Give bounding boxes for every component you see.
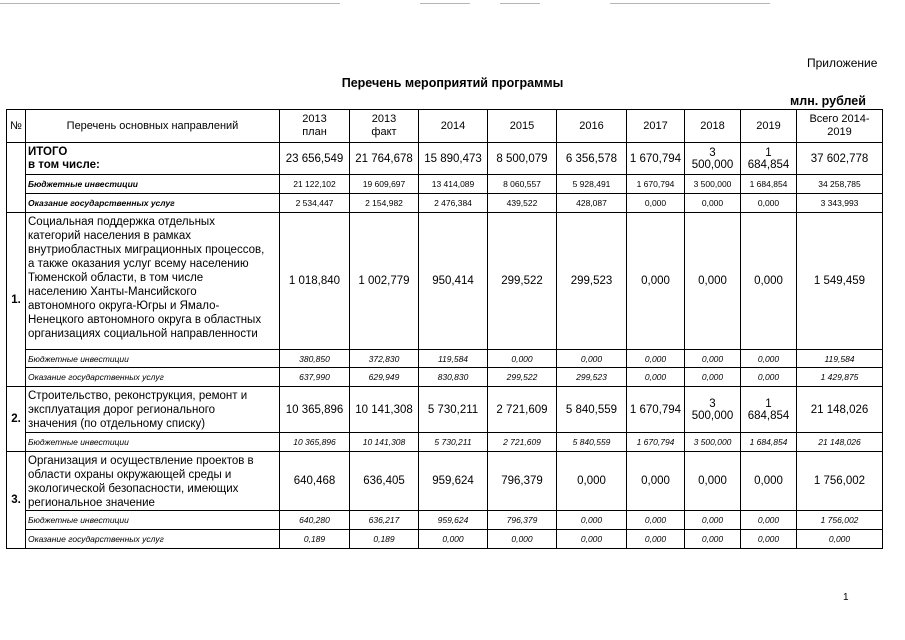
section-3-value: 959,624 [419,452,488,511]
section-2-row [7,387,883,433]
appendix-label: Приложение [807,56,878,70]
top-rule [610,3,770,4]
section-3-value: 0,000 [685,452,741,511]
header-2013-plan: 2013 план [280,110,350,143]
section-1-services-value: 629,949 [350,368,419,387]
section-3-budget-value: 796,379 [488,511,557,530]
total-services-label: Оказание государственных услуг [26,194,280,213]
section-1-services-value: 830,830 [419,368,488,387]
total-services-value: 0,000 [741,194,797,213]
section-3-budget-value: 640,280 [280,511,350,530]
total-budget-value: 34 258,785 [797,175,883,194]
section-3-services-value: 0,000 [741,530,797,549]
section-1-budget-value: 0,000 [627,350,685,368]
section-1-value: 0,000 [741,213,797,350]
section-3-value: 0,000 [557,452,627,511]
header-total: Всего 2014- 2019 [797,110,883,143]
page-number: 1 [843,592,849,603]
total-services-value: 439,522 [488,194,557,213]
total-budget-label: Бюджетные инвестиции [26,175,280,194]
section-2-value: 10 141,308 [350,387,419,433]
section-3-budget-value: 959,624 [419,511,488,530]
section-2-budget-label: Бюджетные инвестиции [26,433,280,452]
total-budget-value: 19 609,697 [350,175,419,194]
total-no-cell [7,143,26,213]
units-label: млн. рублей [790,94,866,108]
total-services-value: 0,000 [685,194,741,213]
section-3-services-value: 0,000 [419,530,488,549]
section-3-services-value: 0,000 [627,530,685,549]
total-services-value: 2 154,982 [350,194,419,213]
section-1-budget-value: 119,584 [797,350,883,368]
section-1-value: 1 002,779 [350,213,419,350]
section-1-value: 950,414 [419,213,488,350]
section-1-services-value: 0,000 [627,368,685,387]
section-1-services-value: 1 429,875 [797,368,883,387]
section-2-value: 5 840,559 [557,387,627,433]
section-1-budget-value: 372,830 [350,350,419,368]
section-2-label: Строительство, реконструкция, ремонт и эксплуатация дорог регионального значения (по отдельному списку) [26,387,280,433]
total-services-value: 2 476,384 [419,194,488,213]
section-1-label: Социальная поддержка отдельных категорий населения в рамках внутриобластных миграционных процессов, а также оказания услуг всему населению Тюменской области, в том числе населению Ханты-Мансийского автономного округа-Югры и Ямало- Ненецкого автономного округа в областных организациях социальной направленности [26,213,280,350]
section-3-budget-value: 0,000 [557,511,627,530]
section-1-services-value: 0,000 [741,368,797,387]
total-value: 6 356,578 [557,143,627,175]
section-1-services-label: Оказание государственных услуг [26,368,280,387]
section-2-budget-value: 1 684,854 [741,433,797,452]
header-2019: 2019 [741,110,797,143]
total-budget-value: 5 928,491 [557,175,627,194]
header-2017: 2017 [627,110,685,143]
section-2-value: 21 148,026 [797,387,883,433]
section-3-budget-label: Бюджетные инвестиции [26,511,280,530]
section-1-budget-label: Бюджетные инвестиции [26,350,280,368]
total-value: 21 764,678 [350,143,419,175]
section-3-number: 3. [7,452,26,549]
section-3-services-value: 0,189 [280,530,350,549]
section-1-budget-value: 0,000 [741,350,797,368]
total-value: 1 670,794 [627,143,685,175]
total-services-value: 2 534,447 [280,194,350,213]
section-3-value: 0,000 [627,452,685,511]
section-1-services-value: 299,522 [488,368,557,387]
section-2-budget-value: 3 500,000 [685,433,741,452]
section-3-value: 796,379 [488,452,557,511]
section-1-budget-value: 0,000 [557,350,627,368]
section-3-services-row [7,530,883,549]
section-3-value: 640,468 [280,452,350,511]
section-1-budget-row [7,350,883,368]
header-row [7,110,883,143]
section-3-value: 636,405 [350,452,419,511]
total-row [7,143,883,175]
section-2-budget-value: 2 721,609 [488,433,557,452]
section-3-budget-value: 0,000 [685,511,741,530]
header-2016: 2016 [557,110,627,143]
section-3-budget-value: 0,000 [741,511,797,530]
section-2-budget-value: 5 840,559 [557,433,627,452]
section-1-services-value: 299,523 [557,368,627,387]
document-title: Перечень мероприятий программы [341,76,564,90]
header-directions: Перечень основных направлений [26,110,280,143]
measures-table [6,109,883,549]
section-2-value: 10 365,896 [280,387,350,433]
total-value: 37 602,778 [797,143,883,175]
section-3-budget-value: 1 756,002 [797,511,883,530]
section-1-row [7,213,883,350]
header-2014: 2014 [419,110,488,143]
section-2-budget-value: 5 730,211 [419,433,488,452]
header-2013-fact: 2013 факт [350,110,419,143]
header-no: № [7,110,26,143]
section-1-number: 1. [7,213,26,387]
section-1-budget-value: 380,850 [280,350,350,368]
section-3-services-value: 0,000 [797,530,883,549]
section-2-budget-value: 21 148,026 [797,433,883,452]
section-1-value: 0,000 [627,213,685,350]
top-rule [0,3,340,4]
section-3-budget-value: 636,217 [350,511,419,530]
total-value: 15 890,473 [419,143,488,175]
section-3-budget-value: 0,000 [627,511,685,530]
section-1-budget-value: 0,000 [488,350,557,368]
section-3-budget-row [7,511,883,530]
section-3-value: 1 756,002 [797,452,883,511]
total-value: 1 684,854 [741,143,797,175]
section-3-services-value: 0,000 [685,530,741,549]
section-2-value: 1 684,854 [741,387,797,433]
total-value: 23 656,549 [280,143,350,175]
section-1-services-value: 637,990 [280,368,350,387]
section-2-value: 2 721,609 [488,387,557,433]
section-2-budget-value: 10 365,896 [280,433,350,452]
section-2-value: 3 500,000 [685,387,741,433]
total-services-row [7,194,883,213]
total-budget-row [7,175,883,194]
total-value: 3 500,000 [685,143,741,175]
section-1-value: 0,000 [685,213,741,350]
section-1-value: 299,523 [557,213,627,350]
section-2-value: 1 670,794 [627,387,685,433]
section-2-value: 5 730,211 [419,387,488,433]
section-1-services-row [7,368,883,387]
section-2-budget-value: 1 670,794 [627,433,685,452]
total-value: 8 500,079 [488,143,557,175]
section-1-value: 1 549,459 [797,213,883,350]
section-3-services-value: 0,189 [350,530,419,549]
section-2-budget-row [7,433,883,452]
top-rule [420,3,470,4]
top-rule [500,3,540,4]
section-1-value: 299,522 [488,213,557,350]
section-1-budget-value: 119,584 [419,350,488,368]
total-services-value: 0,000 [627,194,685,213]
section-1-services-value: 0,000 [685,368,741,387]
total-budget-value: 21 122,102 [280,175,350,194]
total-services-value: 3 343,993 [797,194,883,213]
section-1-value: 1 018,840 [280,213,350,350]
header-2015: 2015 [488,110,557,143]
section-3-label: Организация и осуществление проектов в области охраны окружающей среды и экологической безопасности, имеющих региональное значение [26,452,280,511]
section-3-services-value: 0,000 [488,530,557,549]
section-2-budget-value: 10 141,308 [350,433,419,452]
total-label: ИТОГО в том числе: [26,143,280,175]
section-2-number: 2. [7,387,26,452]
section-3-services-label: Оказание государственных услуг [26,530,280,549]
section-1-budget-value: 0,000 [685,350,741,368]
section-3-value: 0,000 [741,452,797,511]
section-3-row [7,452,883,511]
header-2018: 2018 [685,110,741,143]
total-services-value: 428,087 [557,194,627,213]
section-3-services-value: 0,000 [557,530,627,549]
total-budget-value: 1 684,854 [741,175,797,194]
total-budget-value: 13 414,089 [419,175,488,194]
total-budget-value: 3 500,000 [685,175,741,194]
total-budget-value: 8 060,557 [488,175,557,194]
total-budget-value: 1 670,794 [627,175,685,194]
